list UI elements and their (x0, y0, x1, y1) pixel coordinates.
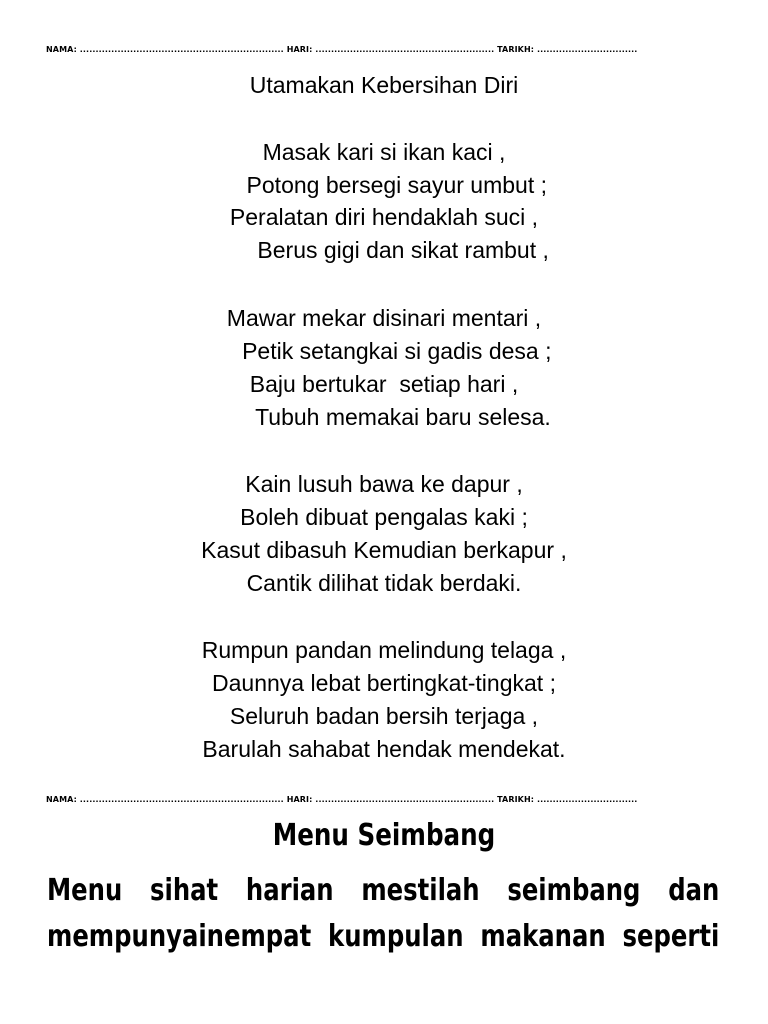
poem-line: Mawar mekar disinari mentari , (226, 305, 542, 331)
poem-line: Potong bersegi sayur umbut ; (220, 172, 547, 198)
student-info-header: NAMA: ................................................................. HARI: ......................................................... TARIKH: ................................ (46, 45, 638, 54)
poem-line: Masak kari si ikan kaci , (262, 139, 506, 165)
word: Menu (47, 873, 123, 908)
poem-line: Baju bertukar setiap hari , (249, 371, 519, 397)
word: harian (245, 873, 334, 908)
body-line (47, 868, 719, 914)
poem-line: Rumpun pandan melindung telaga , (201, 637, 567, 663)
poem-line: Peralatan diri hendaklah suci , (229, 204, 539, 230)
poem-title: Utamakan Kebersihan Diri (249, 72, 519, 98)
body-line (47, 914, 719, 960)
body-paragraph (47, 868, 719, 960)
poem-line: Kain lusuh bawa ke dapur , (245, 471, 523, 497)
word: mempunyainempat (47, 919, 312, 954)
poem-line: Tubuh memakai baru selesa. (217, 404, 551, 430)
word: makanan (480, 919, 606, 954)
word: kumpulan (328, 919, 464, 954)
poem-line: Seluruh badan bersih terjaga , (229, 703, 539, 729)
poem-line: Petik setangkai si gadis desa ; (216, 338, 552, 364)
student-info-header: NAMA: ................................................................. HARI: ......................................................... TARIKH: ................................ (46, 795, 638, 804)
poem-line: Berus gigi dan sikat rambut , (219, 237, 549, 263)
poem-line: Daunnya lebat bertingkat-tingkat ; (212, 670, 556, 696)
word: dan (668, 873, 720, 908)
word: mestilah (361, 873, 480, 908)
poem-line: Cantik dilihat tidak berdaki. (246, 570, 522, 596)
word: seperti (622, 919, 720, 954)
word: seimbang (507, 873, 641, 908)
word: sihat (150, 873, 219, 908)
section-title: Menu Seimbang (272, 818, 496, 853)
poem-line: Kasut dibasuh Kemudian berkapur , (201, 537, 567, 563)
poem-line: Barulah sahabat hendak mendekat. (202, 736, 566, 762)
poem-line: Boleh dibuat pengalas kaki ; (240, 504, 528, 530)
